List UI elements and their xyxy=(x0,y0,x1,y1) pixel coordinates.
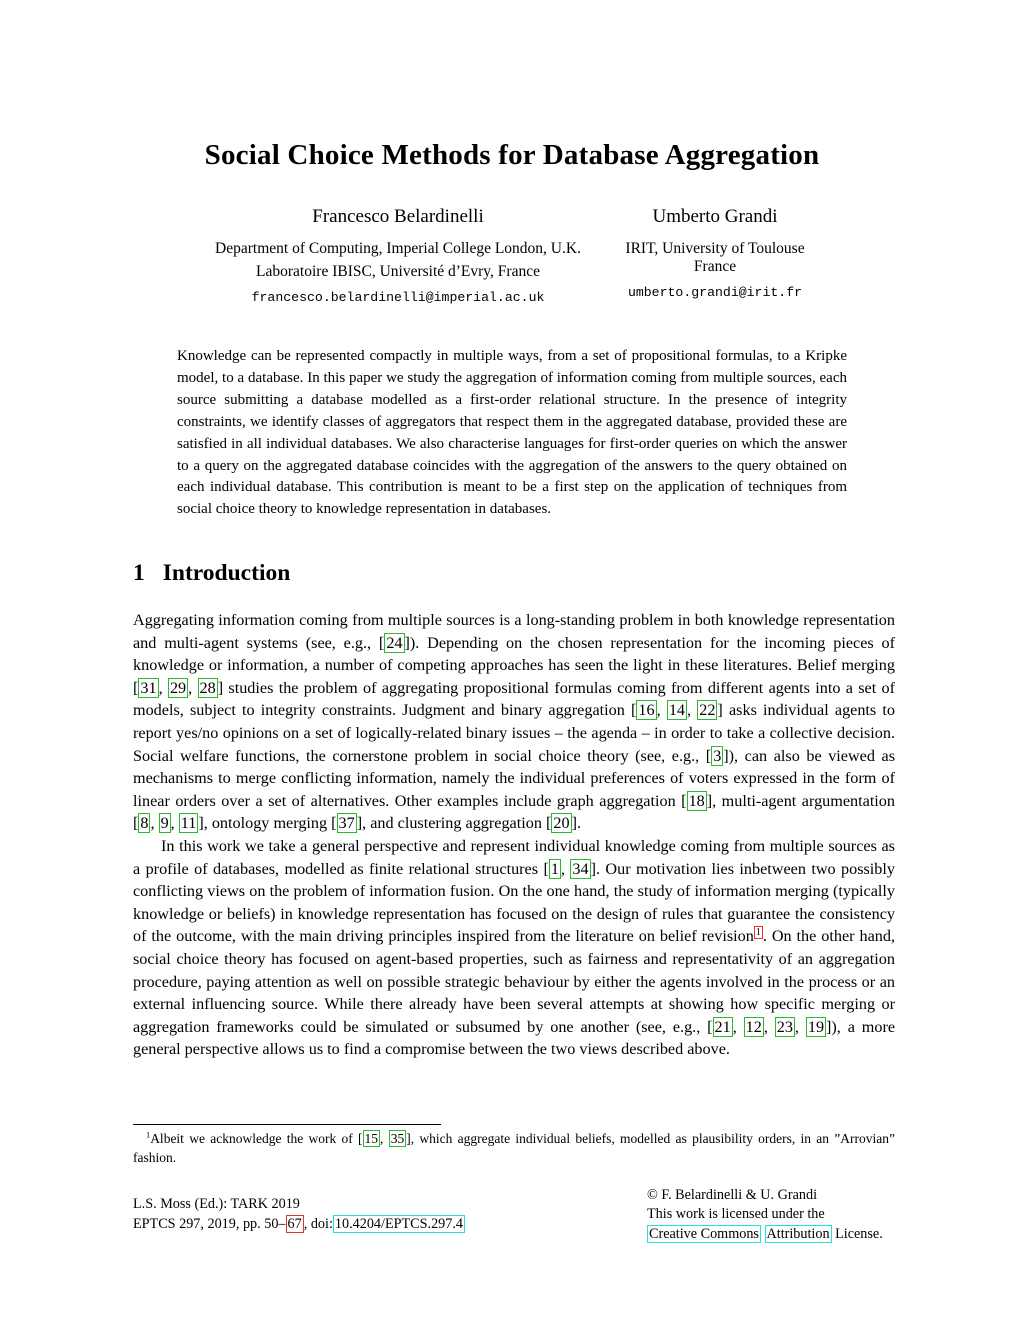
citation-link[interactable]: 22 xyxy=(699,701,716,720)
author-name: Umberto Grandi xyxy=(652,206,778,227)
citation-link[interactable]: 18 xyxy=(688,791,705,810)
external-link[interactable]: Attribution xyxy=(766,1225,830,1242)
author-affiliation: Laboratoire IBISC, Université d’Evry, France xyxy=(256,263,540,280)
citation-link[interactable]: 11 xyxy=(180,814,197,833)
citation-link[interactable]: 14 xyxy=(668,701,685,720)
author-name: Francesco Belardinelli xyxy=(312,206,484,227)
citation-link[interactable]: 9 xyxy=(160,814,169,833)
external-link[interactable]: Creative Commons xyxy=(649,1225,759,1242)
footnote-text: $^1$Albeit we acknowledge the work of [ 15 , 35 ], which aggregate individual beliefs, modelled as plausibility orders, in an ”Arrovian” fashion. xyxy=(133,1130,896,1165)
citation-link[interactable]: 31 xyxy=(140,678,157,697)
footnote-marker: 1 xyxy=(146,1130,151,1140)
citation-link[interactable]: 28 xyxy=(199,678,216,697)
citation-link[interactable]: 23 xyxy=(776,1017,793,1036)
author-email: francesco.belardinelli@imperial.ac.uk xyxy=(251,290,545,305)
section-heading-introduction xyxy=(133,560,895,587)
external-link[interactable]: 10.4204/EPTCS.297.4 xyxy=(334,1215,463,1232)
publication-editor-line: L.S. Moss (Ed.): TARK 2019 xyxy=(133,1196,300,1212)
footnote-rule xyxy=(133,1124,441,1125)
citation-link[interactable]: 15 xyxy=(364,1131,379,1146)
license-links-line: Creative Commons Attribution License. xyxy=(649,1225,883,1242)
citation-link[interactable]: 3 xyxy=(713,746,722,765)
introduction-body xyxy=(133,609,895,1061)
citation-link[interactable]: 16 xyxy=(638,701,655,720)
section-number: 1 xyxy=(133,560,145,586)
page-link[interactable]: 67 xyxy=(287,1215,302,1232)
citation-link[interactable]: 8 xyxy=(140,814,149,833)
paper-title: Social Choice Methods for Database Aggregation xyxy=(204,139,820,171)
affiliation-line: IRIT, University of Toulouse xyxy=(625,240,805,257)
section-title: Introduction xyxy=(162,560,291,586)
publication-info xyxy=(133,1195,465,1234)
paragraph: In this work we take a general perspective and represent individual knowledge coming from multiple sources as a profile of databases, modelled as finite relational structures [ 1 , 34 ]. Our motivation lies inbetween two possibly conflicting views on the problem of information fusion. On the one hand, the study of information merging (typically knowledge or beliefs) in knowledge representation has focused on the design of rules that guarantee the consistency of the outcome, with the main driving principles inspired from the literature on belief revision $^1$ . On the other hand, social choice theory has focused on agent-based properties, such as fairness and representativity of an aggregation procedure, paying attention as well on possible strategic behaviour by either the agents involved in the process or an external influencing source. While there already have been several attempts at showing how specific merging or aggregation frameworks could be simulated or subsumed by one another (see, e.g., [ 21 , 12 , 23 , 19 ]), a more general perspective allows us to find a compromise between the two views described above. xyxy=(133,836,896,1059)
author-block-belardinelli xyxy=(188,206,608,305)
author-affiliation xyxy=(600,237,830,276)
citation-link[interactable]: 34 xyxy=(572,859,589,878)
citation-link[interactable]: 21 xyxy=(714,1017,731,1036)
copyright-line: © F. Belardinelli & U. Grandi xyxy=(647,1187,818,1203)
citation-link[interactable]: 24 xyxy=(386,633,403,652)
citation-link[interactable]: 1 xyxy=(550,859,559,878)
license-info xyxy=(647,1186,883,1244)
abstract-text: Knowledge can be represented compactly in multiple ways, from a set of propositional formulas, to a Kripke model, to a database. In this paper we study the aggregation of information coming from multiple sources, each source submitting a database modelled as a first-order relational structure. In the presence of integrity constraints, we identify classes of aggregators that respect them in the aggregated database, provided these are satisfied in all individual databases. We also characterise languages for first-order queries on which the answer to a query on the aggregated database coincides with the aggregation of the answers to the query obtained on each individual database. This contribution is meant to be a first step on the application of techniques from social choice theory to knowledge representation in databases. xyxy=(177,348,847,518)
author-block-grandi xyxy=(600,206,830,300)
affiliation-line: France xyxy=(693,258,737,275)
citation-link[interactable]: 12 xyxy=(745,1017,762,1036)
citation-link[interactable]: 29 xyxy=(169,678,187,697)
footnote-ref-link[interactable]: 1 xyxy=(755,926,761,938)
paragraph: Aggregating information coming from multiple sources is a long-standing problem in both knowledge representation and multi-agent systems (see, e.g., [ 24 ]). Depending on the chosen representation for the incoming pieces of knowledge or information, a number of competing approaches has seen the light in these literatures. Belief merging [ 31 , 29 , 28 ] studies the problem of aggregating propositional formulas coming from different agents into a set of models, subject to integrity constraints. Judgment and binary aggregation [ 16 , 14 , 22 ] asks individual agents to report yes/no opinions on a set of logically-related binary issues – the agenda – in order to take a collective decision. Social welfare functions, the cornerstone problem in social choice theory (see, e.g., [ 3 ]), can also be viewed as mechanisms to merge conflicting information, namely the individual preferences of voters expressed in the form of linear orders over a set of alternatives. Other examples include graph aggregation [ 18 ], multi-agent argumentation [ 8 , 9 , 11 ], ontology merging [ 37 ], and clustering aggregation [ 20 ]. xyxy=(133,611,896,833)
publication-doi-line: EPTCS 297, 2019, pp. 50– 67 , doi: 10.4204/EPTCS.297.4 xyxy=(133,1215,463,1232)
citation-link[interactable]: 20 xyxy=(553,814,570,833)
author-affiliation: Department of Computing, Imperial College London, U.K. xyxy=(215,240,581,257)
license-line: This work is licensed under the xyxy=(647,1206,825,1223)
citation-link[interactable]: 37 xyxy=(338,814,355,833)
citation-link[interactable]: 35 xyxy=(390,1131,405,1146)
author-email: umberto.grandi@irit.fr xyxy=(627,285,803,300)
citation-link[interactable]: 19 xyxy=(807,1017,825,1036)
